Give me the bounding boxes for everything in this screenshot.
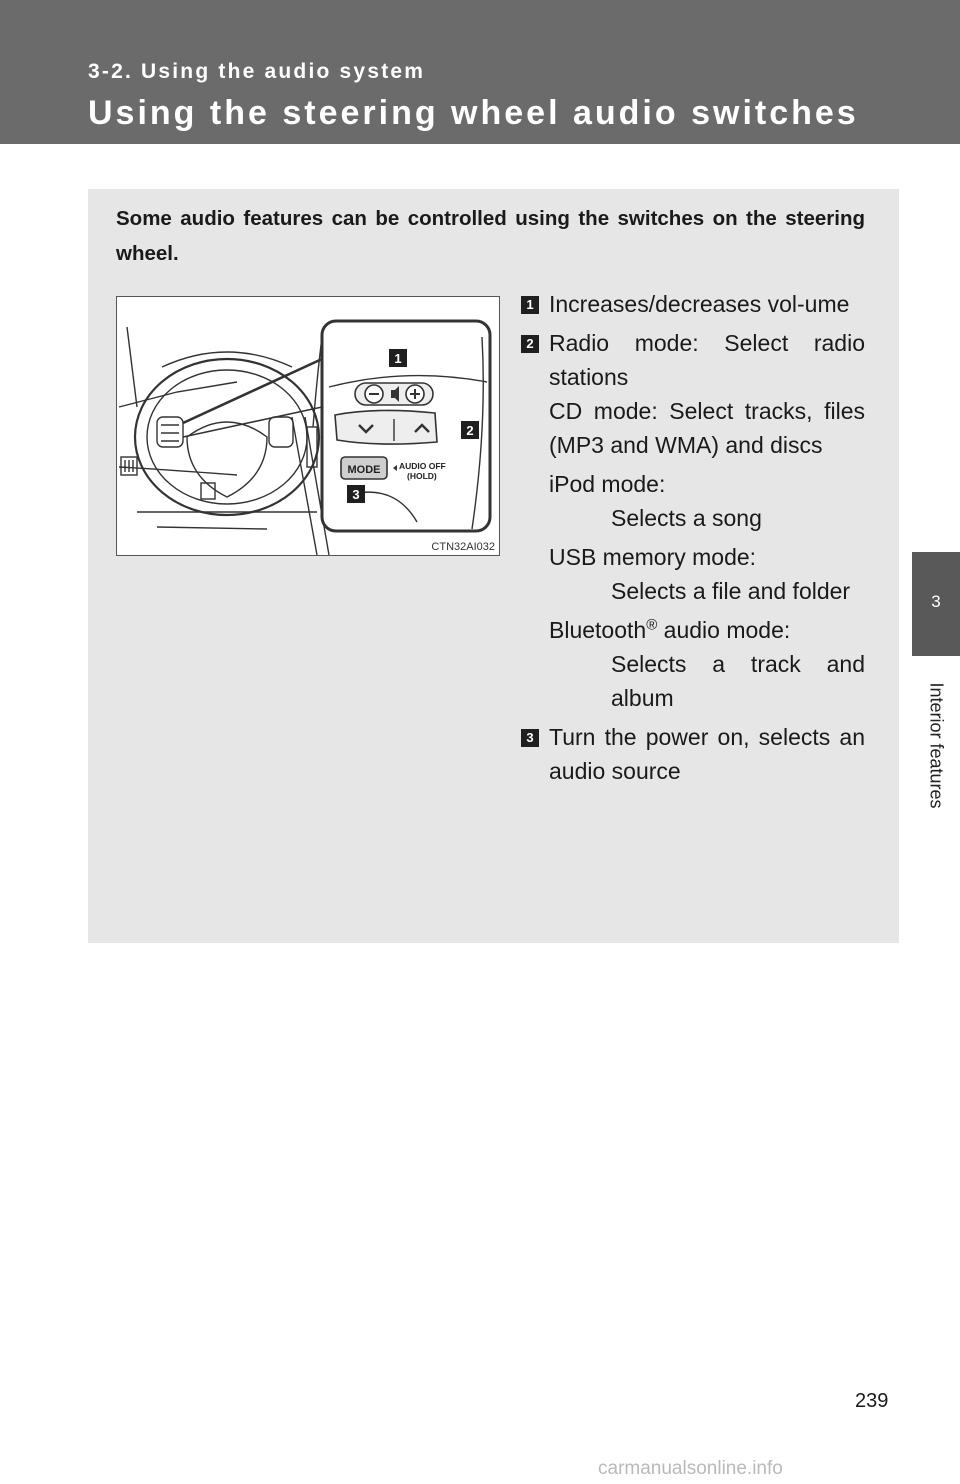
item-number-badge: 1 (521, 296, 539, 314)
figure-code: CTN32AI032 (431, 541, 495, 553)
chapter-tab-number[interactable]: 3 (912, 552, 960, 656)
ipod-mode-label: iPod mode: (549, 471, 666, 497)
callout-3: 3 (352, 487, 360, 502)
usb-mode (549, 540, 865, 608)
radio-mode-text: Radio mode: Select radio stations (549, 330, 865, 390)
header-bar (0, 0, 960, 144)
steering-wheel-illustration (116, 296, 500, 556)
item-text: Increases/decreases vol-ume (549, 291, 850, 317)
bluetooth-word: Bluetooth (549, 617, 647, 643)
mode-button-label: MODE (347, 464, 381, 476)
switch-description-list (521, 287, 865, 788)
intro-text: Some audio features can be controlled using the switches on the steering wheel. (116, 207, 865, 265)
section-label: 3-2. Using the audio system (88, 60, 426, 83)
usb-mode-text: Selects a file and folder (611, 578, 851, 604)
audio-off-hold-label: (HOLD) (407, 471, 437, 481)
callout-1: 1 (394, 351, 402, 366)
bluetooth-mode (549, 613, 865, 715)
usb-mode-label: USB memory mode: (549, 544, 757, 570)
bluetooth-mode-label (549, 613, 865, 647)
ipod-mode-text: Selects a song (611, 505, 762, 531)
chapter-tab-label[interactable] (912, 656, 960, 834)
steering-wheel-drawing (117, 297, 500, 556)
ipod-mode (549, 467, 865, 535)
item-number-badge: 2 (521, 335, 539, 353)
item-number-badge: 3 (521, 729, 539, 747)
cd-mode-text: CD mode: Select tracks, files (MP3 and WMA) and discs (549, 398, 865, 458)
page-number: 239 (855, 1390, 889, 1412)
bluetooth-mode-text: Selects a track and album (611, 651, 865, 711)
audio-off-label: AUDIO OFF (399, 461, 446, 471)
chapter-tab-label-text: Interior features (926, 681, 947, 809)
callout-2: 2 (466, 423, 474, 438)
registered-mark: ® (646, 616, 658, 634)
list-item (521, 720, 865, 788)
page-title: Using the steering wheel audio switches (88, 94, 859, 132)
list-item (521, 326, 865, 715)
list-item (521, 287, 865, 321)
watermark: carmanualsonline.info (598, 1458, 783, 1479)
bluetooth-label-suffix: audio mode: (657, 617, 791, 643)
item-text: Turn the power on, selects an audio source (549, 724, 865, 784)
